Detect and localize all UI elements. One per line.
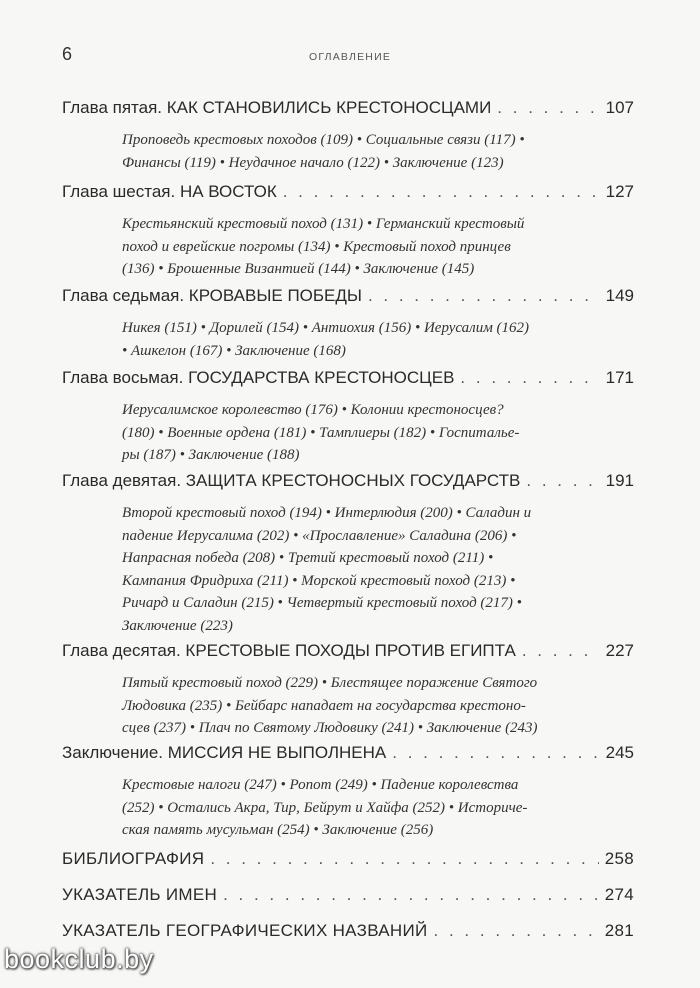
- subsection-line: (136) • Брошенные Византией (144) • Заключение (145): [122, 261, 475, 277]
- dot-leader: [283, 181, 600, 203]
- toc-entry-chapter-10: [62, 640, 634, 740]
- subsection-line: сцев (237) • Плач по Святому Людовику (241) • Заключение (243): [122, 720, 538, 736]
- toc-entry-page: 258: [604, 849, 634, 868]
- dot-leader: [460, 367, 599, 389]
- dot-leader: [434, 920, 599, 942]
- subsection-line: (252) • Остались Акра, Тир, Бейрут и Хайфа (252) • Историче-: [122, 799, 528, 816]
- dot-leader: [522, 640, 600, 662]
- subsection-line: Ричард и Саладин (215) • Четвертый крестовый поход (217) •: [122, 595, 522, 611]
- toc-entry-name-index: [62, 884, 634, 906]
- toc-subsections: [122, 317, 634, 362]
- toc-entry-page: 171: [605, 368, 634, 387]
- toc-entry-title: Глава седьмая. КРОВАВЫЕ ПОБЕДЫ: [62, 286, 362, 305]
- toc-entry-chapter-6: [62, 181, 634, 281]
- toc-entry-chapter-9: [62, 470, 634, 637]
- toc-entry-title: Глава десятая. КРЕСТОВЫЕ ПОХОДЫ ПРОТИВ ЕГИПТА: [62, 641, 516, 660]
- toc-entry-page: 149: [605, 286, 634, 305]
- watermark: bookclub.by: [4, 944, 154, 974]
- subsection-line: падение Иерусалима (202) • «Прославление» Саладина (206) •: [122, 527, 517, 544]
- subsection-line: Иерусалимское королевство (176) • Колонии крестоносцев?: [122, 402, 504, 418]
- toc-entry-chapter-5: [62, 97, 634, 174]
- toc-entry-chapter-8: [62, 367, 634, 467]
- toc-subsections: [122, 672, 634, 740]
- toc-subsections: [122, 129, 634, 174]
- toc-entry-conclusion: [62, 742, 634, 842]
- toc-entry-title: Глава девятая. ЗАЩИТА КРЕСТОНОСНЫХ ГОСУДАРСТВ: [62, 471, 521, 490]
- toc-entry-bibliography: [62, 848, 634, 870]
- toc-entry-page: 281: [604, 921, 634, 940]
- subsection-line: Крестовые налоги (247) • Ропот (249) • Падение королевства: [122, 777, 519, 793]
- subsection-line: Финансы (119) • Неудачное начало (122) • Заключение (123): [122, 154, 504, 171]
- subsection-line: Заключение (223): [122, 617, 233, 634]
- toc-entry-title: Заключение. МИССИЯ НЕ ВЫПОЛНЕНА: [62, 743, 387, 762]
- toc-entry-title: Глава пятая. КАК СТАНОВИЛИСЬ КРЕСТОНОСЦАМИ: [62, 98, 492, 117]
- toc-entry-geographic-index: [62, 920, 634, 942]
- toc-subsections: [122, 213, 634, 281]
- toc-entry-page: 127: [605, 182, 634, 201]
- toc-entry-chapter-7: [62, 285, 634, 362]
- subsection-line: ры (187) • Заключение (188): [122, 447, 300, 463]
- toc-entry-title: Глава восьмая. ГОСУДАРСТВА КРЕСТОНОСЦЕВ: [62, 368, 455, 387]
- subsection-line: Напрасная победа (208) • Третий крестовый поход (211) •: [122, 550, 494, 566]
- subsection-line: • Ашкелон (167) • Заключение (168): [122, 342, 346, 359]
- dot-leader: [526, 470, 599, 492]
- page-number: 6: [62, 44, 73, 64]
- subsection-line: ская память мусульман (254) • Заключение (256): [122, 822, 434, 838]
- subsection-line: Второй крестовый поход (194) • Интерлюдия (200) • Саладин и: [122, 505, 532, 521]
- subsection-line: Людовика (235) • Бейбарс нападает на государства крестоно-: [122, 697, 526, 714]
- subsection-line: Проповедь крестовых походов (109) • Социальные связи (117) •: [122, 132, 525, 148]
- toc-entry-title: УКАЗАТЕЛЬ ГЕОГРАФИЧЕСКИХ НАЗВАНИЙ: [62, 921, 428, 940]
- dot-leader: [223, 884, 599, 906]
- toc-entry-page: 107: [605, 98, 634, 117]
- dot-leader: [392, 742, 599, 764]
- toc-subsections: [122, 502, 634, 637]
- subsection-line: Никея (151) • Дорилей (154) • Антиохия (156) • Иерусалим (162): [122, 320, 530, 336]
- toc-entry-page: 274: [604, 885, 634, 904]
- toc-entry-page: 245: [605, 743, 634, 762]
- toc-subsections: [122, 774, 634, 842]
- subsection-line: Крестьянский крестовый поход (131) • Германский крестовый: [122, 216, 525, 232]
- running-head: ОГЛАВЛЕНИЕ: [308, 51, 392, 63]
- dot-leader: [368, 285, 600, 307]
- subsection-line: Пятый крестовый поход (229) • Блестящее поражение Святого: [122, 675, 538, 691]
- dot-leader: [210, 848, 598, 870]
- toc-subsections: [122, 399, 634, 467]
- toc-entry-title: БИБЛИОГРАФИЯ: [62, 849, 205, 868]
- toc-entry-title: Глава шестая. НА ВОСТОК: [62, 182, 277, 201]
- subsection-line: поход и еврейские погромы (134) • Крестовый поход принцев: [122, 238, 511, 255]
- dot-leader: [497, 97, 599, 119]
- toc-entry-page: 227: [605, 641, 634, 660]
- toc-entry-title: УКАЗАТЕЛЬ ИМЕН: [62, 885, 218, 904]
- toc-entry-page: 191: [605, 471, 634, 490]
- subsection-line: Кампания Фридриха (211) • Морской крестовый поход (213) •: [122, 572, 516, 589]
- subsection-line: (180) • Военные ордена (181) • Тамплиеры (182) • Госпитальe-: [122, 424, 520, 441]
